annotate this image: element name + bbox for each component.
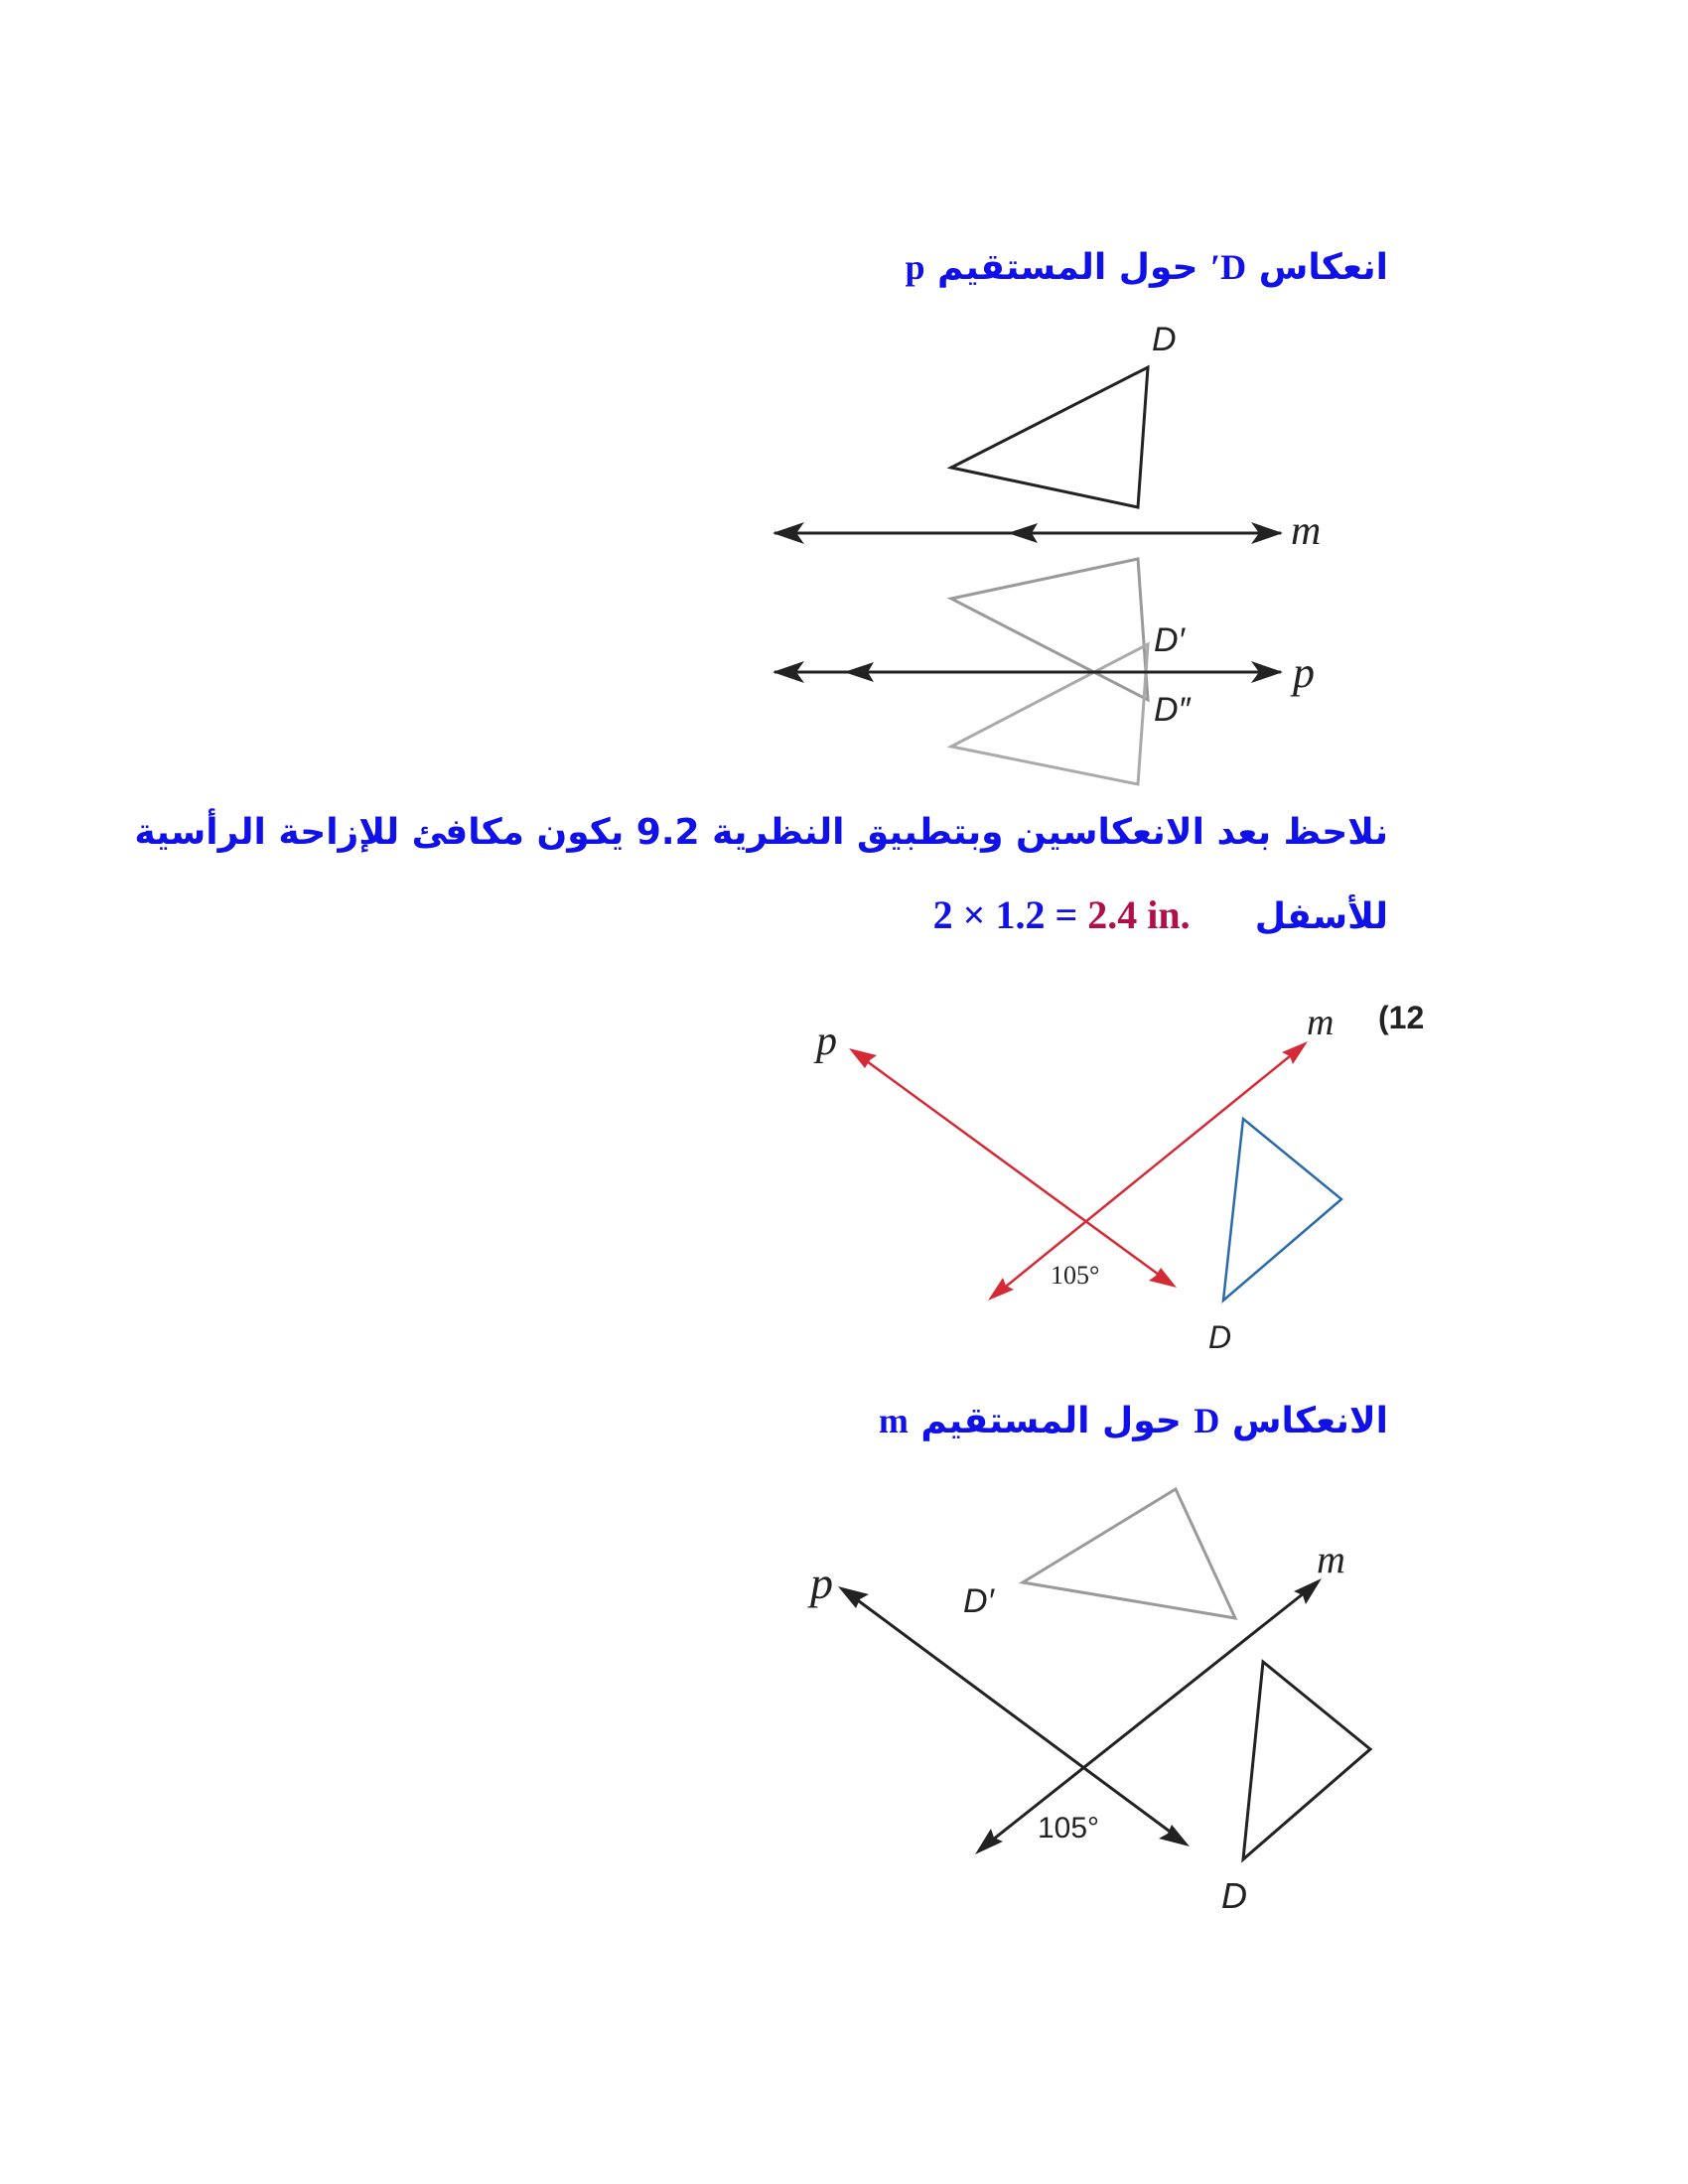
label-line-p: p xyxy=(810,1558,833,1608)
heading2-line-m: m xyxy=(878,1401,909,1440)
heading2-text-middle: حول المستقيم xyxy=(908,1401,1195,1441)
paragraph-line-1: نلاحظ بعد الانعكاسين وبتطبيق النظرية 9.2 يكون مكافئ للإزاحة الرأسية xyxy=(134,812,1388,853)
heading1-line-p: p xyxy=(905,247,925,287)
label-d: D xyxy=(1208,1319,1232,1355)
label-line-m: m xyxy=(1307,1002,1335,1043)
triangle-d xyxy=(1243,1662,1370,1859)
label-angle: 105° xyxy=(1051,1261,1100,1290)
label-line-p: p xyxy=(1293,648,1315,697)
line-m xyxy=(983,1585,1314,1847)
label-d-prime: D′ xyxy=(1154,621,1185,659)
heading1-text-before: انعكاس xyxy=(1246,247,1388,288)
heading1-d-prime: D′ xyxy=(1210,247,1247,287)
heading1-text-middle: حول المستقيم xyxy=(924,247,1211,288)
label-d: D xyxy=(1221,1875,1247,1916)
label-angle: 105° xyxy=(1038,1812,1100,1844)
formula-lhs: 2 × 1.2 = xyxy=(932,892,1088,937)
line-m-arrow-top xyxy=(1294,1578,1322,1604)
line-p xyxy=(847,1592,1181,1840)
line-m-arrow-bottom xyxy=(975,1829,1003,1854)
formula-rhs: 2.4 in. xyxy=(1087,892,1191,937)
label-d-prime: D′ xyxy=(963,1582,994,1620)
paragraph-line2-prefix: للأسفل xyxy=(1254,896,1388,937)
label-line-m: m xyxy=(1291,508,1322,554)
label-d-double-prime: D″ xyxy=(1154,691,1191,729)
label-line-p: p xyxy=(816,1019,837,1064)
label-line-m: m xyxy=(1317,1537,1345,1581)
heading2-point-d: D xyxy=(1194,1401,1220,1440)
label-d: D xyxy=(1152,321,1177,358)
problem-number: (12 xyxy=(1378,1000,1425,1035)
heading2-text-before: الانعكاس xyxy=(1219,1401,1388,1441)
triangle-d-prime xyxy=(1023,1489,1235,1618)
